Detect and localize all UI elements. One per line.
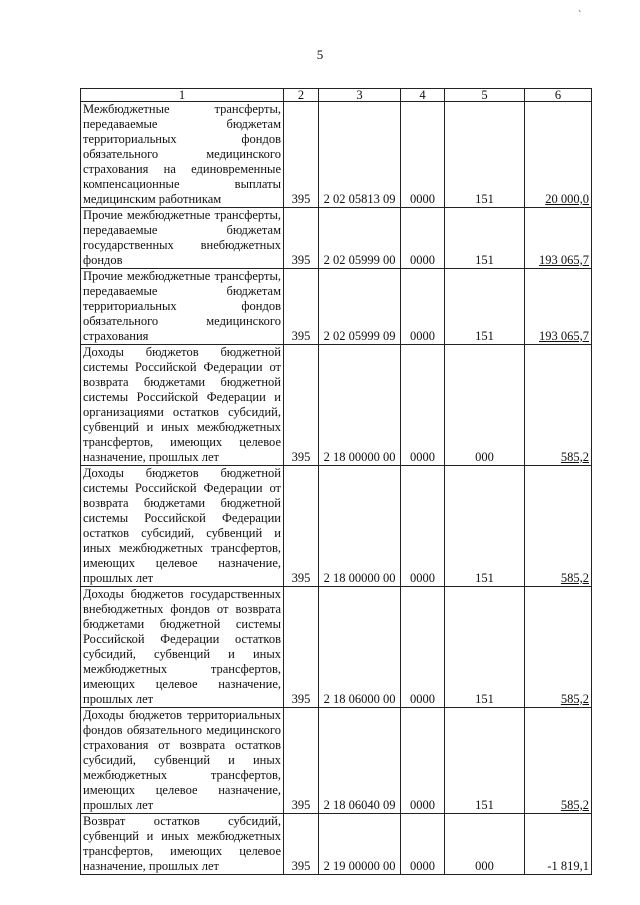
amount-cell: 585,2 xyxy=(525,466,592,587)
table-row xyxy=(81,345,592,466)
admin-code-cell: 395 xyxy=(284,102,319,208)
table-row xyxy=(81,466,592,587)
program-code-cell: 0000 xyxy=(401,466,445,587)
row-description: Прочие межбюджетные трансферты, передаваемые бюджетам территориальных фондов обязательного медицинского страхования xyxy=(81,269,284,345)
revenue-code-cell: 2 02 05999 00 xyxy=(319,208,401,269)
admin-code-cell: 395 xyxy=(284,466,319,587)
economic-code-cell: 151 xyxy=(445,102,525,208)
row-description: Межбюджетные трансферты, передаваемые бюджетам территориальных фондов обязательного медицинского страхования на единовременные компенсационные выплаты медицинским работникам xyxy=(81,102,284,208)
amount-cell: 585,2 xyxy=(525,587,592,708)
economic-code-cell: 151 xyxy=(445,208,525,269)
revenue-code-cell: 2 02 05813 09 xyxy=(319,102,401,208)
economic-code-cell: 151 xyxy=(445,269,525,345)
column-header: 4 xyxy=(401,89,445,102)
row-description: Прочие межбюджетные трансферты, передаваемые бюджетам государственных внебюджетных фондов xyxy=(81,208,284,269)
admin-code-cell: 395 xyxy=(284,269,319,345)
column-header: 5 xyxy=(445,89,525,102)
revenue-code-cell: 2 18 06040 09 xyxy=(319,708,401,814)
amount-cell: -1 819,1 xyxy=(525,814,592,875)
table-row xyxy=(81,208,592,269)
revenue-code-cell: 2 18 00000 00 xyxy=(319,345,401,466)
amount-cell: 585,2 xyxy=(525,708,592,814)
column-header: 3 xyxy=(319,89,401,102)
table-header-row xyxy=(81,89,592,102)
admin-code-cell: 395 xyxy=(284,345,319,466)
admin-code-cell: 395 xyxy=(284,208,319,269)
row-description: Доходы бюджетов бюджетной системы Российской Федерации от возврата бюджетами бюджетной системы Российской Федерации и организациями остатков субсидий, субвенций и иных межбюджетных трансфертов, имеющих целевое назначение, прошлых лет xyxy=(81,345,284,466)
economic-code-cell: 151 xyxy=(445,587,525,708)
column-header: 6 xyxy=(525,89,592,102)
table-row xyxy=(81,708,592,814)
column-header: 1 xyxy=(81,89,284,102)
amount-cell: 193 065,7 xyxy=(525,269,592,345)
budget-table xyxy=(80,88,592,875)
admin-code-cell: 395 xyxy=(284,814,319,875)
program-code-cell: 0000 xyxy=(401,269,445,345)
admin-code-cell: 395 xyxy=(284,587,319,708)
economic-code-cell: 000 xyxy=(445,814,525,875)
row-description: Доходы бюджетов государственных внебюджетных фондов от возврата бюджетами бюджетной системы Российской Федерации остатков субсидий, субвенций и иных межбюджетных трансфертов, имеющих целевое назначение, прошлых лет xyxy=(81,587,284,708)
economic-code-cell: 151 xyxy=(445,708,525,814)
page-number: 5 xyxy=(316,47,324,62)
program-code-cell: 0000 xyxy=(401,102,445,208)
column-header: 2 xyxy=(284,89,319,102)
row-description: Возврат остатков субсидий, субвенций и иных межбюджетных трансфертов, имеющих целевое назначение, прошлых лет xyxy=(81,814,284,875)
row-description: Доходы бюджетов бюджетной системы Российской Федерации от возврата бюджетами бюджетной системы Российской Федерации остатков субсидий, субвенций и иных межбюджетных трансфертов, имеющих целевое назначение, прошлых лет xyxy=(81,466,284,587)
program-code-cell: 0000 xyxy=(401,708,445,814)
program-code-cell: 0000 xyxy=(401,587,445,708)
admin-code-cell: 395 xyxy=(284,708,319,814)
program-code-cell: 0000 xyxy=(401,345,445,466)
revenue-code-cell: 2 18 00000 00 xyxy=(319,466,401,587)
revenue-code-cell: 2 18 06000 00 xyxy=(319,587,401,708)
table-row xyxy=(81,269,592,345)
amount-cell: 193 065,7 xyxy=(525,208,592,269)
table-row xyxy=(81,587,592,708)
economic-code-cell: 000 xyxy=(445,345,525,466)
program-code-cell: 0000 xyxy=(401,208,445,269)
table-row xyxy=(81,814,592,875)
amount-cell: 20 000,0 xyxy=(525,102,592,208)
program-code-cell: 0000 xyxy=(401,814,445,875)
economic-code-cell: 151 xyxy=(445,466,525,587)
revenue-code-cell: 2 19 00000 00 xyxy=(319,814,401,875)
amount-cell: 585,2 xyxy=(525,345,592,466)
row-description: Доходы бюджетов территориальных фондов обязательного медицинского страхования от возврата остатков субсидий, субвенций и иных межбюджетных трансфертов, имеющих целевое назначение, прошлых лет xyxy=(81,708,284,814)
corner-mark: ` xyxy=(578,10,582,21)
revenue-code-cell: 2 02 05999 09 xyxy=(319,269,401,345)
table-row xyxy=(81,102,592,208)
